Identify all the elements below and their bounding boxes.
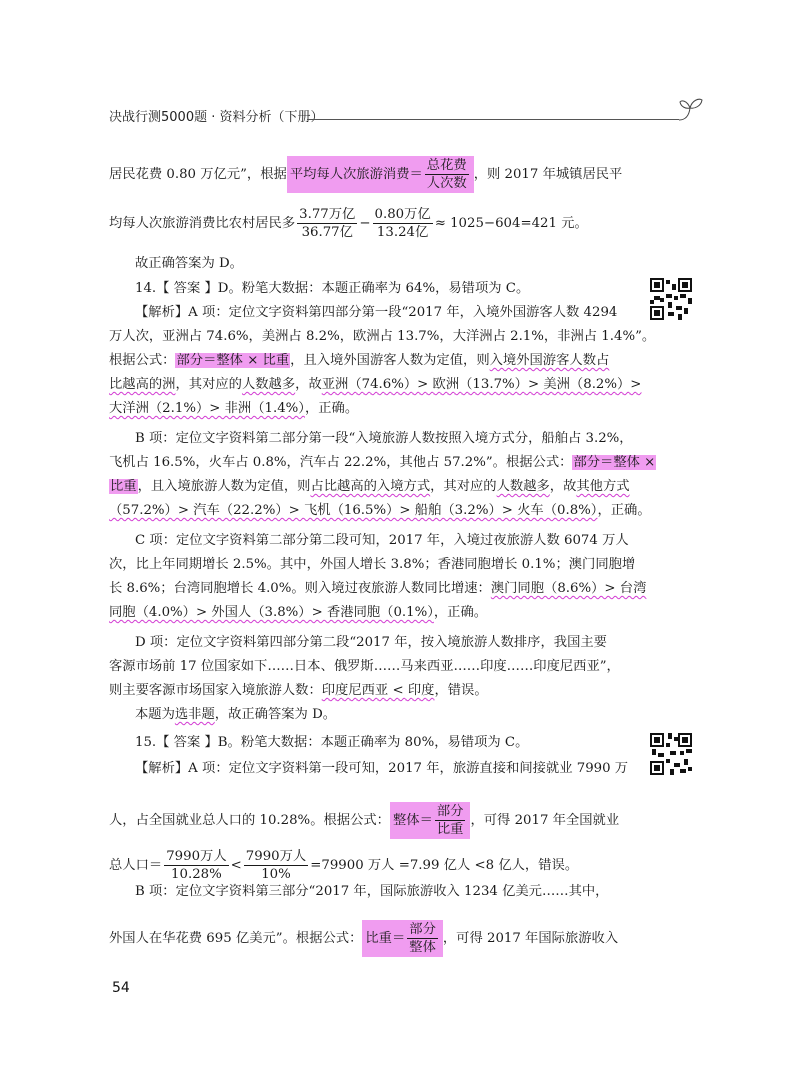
less-than-sign: < (230, 858, 242, 873)
text: 人，占全国就业总人口的 10.28%。根据公式： (109, 813, 390, 828)
fraction-denominator: 比重 (436, 822, 464, 837)
text: ，可得 2017 年国际旅游收入 (442, 931, 619, 946)
fraction-denominator: 人次数 (426, 176, 467, 191)
text-line (109, 400, 358, 418)
fraction (244, 848, 308, 883)
text: 则主要客源市场国家入境旅游人数： (109, 683, 322, 698)
text: ，且入境外国游客人数为定值，则 (290, 353, 490, 368)
answer-heading: 15.【 答案 】B。粉笔大数据：本题正确率为 80%，易错项为 C。 (135, 735, 529, 750)
text: ，其对应的 (430, 479, 497, 494)
page-number: 54 (112, 980, 130, 996)
text-line (109, 848, 578, 883)
underlined-text: 比越高的洲 (109, 377, 176, 392)
fraction (164, 848, 228, 883)
underlined-text: 占比越高的入境方式 (310, 479, 431, 494)
fraction-numerator: 7990万人 (245, 849, 307, 864)
highlight-formula: 比重＝ (365, 931, 406, 946)
text-line: 【解析】A 项：定位文字资料第一段可知，2017 年，旅游直接和间接就业 7990 万 (135, 761, 629, 776)
text: ，故正确答案为 D。 (214, 707, 337, 722)
qr-code-icon[interactable] (650, 733, 692, 775)
fraction (425, 157, 469, 192)
fraction-denominator: 整体 (409, 940, 436, 955)
minus-sign: − (359, 216, 371, 231)
underlined-text: 其他方式 (576, 479, 630, 494)
text-line (109, 502, 651, 520)
text: ，正确。 (433, 605, 488, 620)
header-title: 决战行测5000题 · 资料分析（下册） (109, 110, 324, 125)
fraction (435, 803, 466, 838)
underlined-text: （57.2%）> 汽车（22.2%）> 飞机（16.5%）> 船舶（3.2%）> 火车（0.8%） (109, 503, 598, 518)
text: ，故 (549, 479, 577, 494)
text-line: 客源市场前 17 位国家如下……日本、俄罗斯……马来西亚……印度……印度尼西亚”， (109, 659, 620, 674)
text-line: 故正确答案为 D。 (135, 256, 243, 271)
text: 均每人次旅游消费比农村居民多 (109, 216, 296, 231)
fraction-denominator: 10.28% (171, 867, 222, 882)
text-line: B 项：定位文字资料第三部分“2017 年，国际旅游收入 1234 亿美元……其中， (135, 884, 609, 899)
text: ，可得 2017 年全国就业 (470, 813, 620, 828)
text-line (109, 580, 646, 598)
text: 外国人在华花费 695 亿美元”。根据公式： (109, 931, 363, 946)
fraction-numerator: 总花费 (426, 158, 467, 173)
fraction-numerator: 3.77万亿 (299, 207, 356, 222)
header-rule (307, 119, 679, 120)
underlined-text: 印度尼西亚 < 印度 (321, 683, 435, 698)
text-line: B 项：定位文字资料第二部分第一段“入境旅游人数按照入境方式分，船舶占 3.2%， (135, 431, 633, 446)
highlight-formula: 部分＝整体 × 比重 (176, 353, 290, 368)
text-line: 万人次，亚洲占 74.6%，美洲占 8.2%，欧洲占 13.7%，大洋洲占 2.1%，非洲占 1.4%”。 (109, 329, 656, 344)
answer-heading: 14.【 答案 】D。粉笔大数据：本题正确率为 64%，易错项为 C。 (135, 281, 530, 296)
highlight-formula: 平均每人次旅游消费＝ (289, 167, 423, 182)
text: 飞机占 16.5%，火车占 0.8%，汽车占 22.2%，其他占 57.2%”。根据公式： (109, 455, 573, 470)
text-line: 【解析】A 项：定位文字资料第四部分第一段“2017 年，入境外国游客人数 4294 (135, 305, 618, 320)
text-line (109, 682, 488, 700)
text-line (109, 802, 619, 839)
text-line: 次，比上年同期增长 2.5%。其中，外国人增长 3.8%；香港同胞增长 0.1%；澳门同胞增 (109, 557, 636, 572)
text-line (135, 706, 336, 724)
underlined-text: 入境外国游客人数占 (489, 353, 610, 368)
text: 长 8.6%；台湾同胞增长 4.0%。则入境过夜旅游人数同比增速： (109, 581, 491, 596)
text: ，正确。 (304, 401, 359, 416)
text: ，则 2017 年城镇居民平 (473, 167, 623, 182)
fraction (373, 206, 433, 241)
fraction-numerator: 7990万人 (166, 849, 227, 864)
underlined-text: 大洋洲（2.1%）> 非洲（1.4%） (109, 401, 305, 416)
text-line (109, 206, 588, 241)
text: ，正确。 (597, 503, 651, 518)
fraction-numerator: 部分 (409, 922, 436, 937)
text: ≈ 1025−604=421 元。 (434, 216, 588, 231)
underlined-text: 澳门同胞（8.6%）> 台湾 (490, 581, 647, 596)
text: ，且入境旅游人数为定值，则 (137, 479, 311, 494)
highlight-formula: 整体＝ (392, 813, 433, 828)
text-line (109, 478, 630, 496)
highlight-formula: 部分＝整体 × (573, 455, 656, 470)
text-line (109, 604, 487, 622)
underlined-text: 人数越多 (241, 377, 296, 392)
fraction-numerator: 部分 (436, 804, 464, 819)
fraction (297, 206, 357, 241)
text: =79900 万人 =7.99 亿人 <8 亿人，错误。 (310, 858, 579, 873)
underlined-text: 亚洲（74.6%）> 欧洲（13.7%）> 美洲（8.2%）> (321, 377, 642, 392)
text-line (109, 376, 641, 394)
text: 居民花费 0.80 万亿元”，根据 (109, 167, 287, 182)
fraction-denominator: 36.77亿 (301, 225, 353, 240)
text-line (109, 920, 618, 957)
fraction (407, 921, 438, 956)
fraction-denominator: 13.24亿 (376, 225, 429, 240)
page-header (109, 104, 709, 128)
text: 总人口＝ (109, 858, 163, 873)
underlined-text: 同胞（4.0%）> 外国人（3.8%）> 香港同胞（0.1%） (109, 605, 434, 620)
text-line (109, 454, 656, 472)
text-line (109, 352, 609, 370)
qr-code-icon[interactable] (650, 278, 692, 320)
underlined-text: 选非题 (174, 707, 215, 722)
text: ，其对应的 (175, 377, 242, 392)
leaf-sprout-icon (677, 96, 705, 126)
text: ，错误。 (434, 683, 488, 698)
fraction-denominator: 10% (261, 867, 291, 882)
text: 本题为 (135, 707, 175, 722)
text-line: D 项：定位文字资料第四部分第二段“2017 年，按入境旅游人数排序，我国主要 (135, 635, 607, 650)
underlined-text: 人数越多 (496, 479, 550, 494)
text-line: C 项：定位文字资料第二部分第二段可知，2017 年，入境过夜旅游人数 6074 万人 (135, 533, 629, 548)
highlight-formula: 比重 (110, 479, 137, 494)
text: ，故 (295, 377, 322, 392)
fraction-numerator: 0.80万亿 (374, 207, 431, 222)
text-line (109, 156, 622, 193)
text: 根据公式： (109, 353, 176, 368)
